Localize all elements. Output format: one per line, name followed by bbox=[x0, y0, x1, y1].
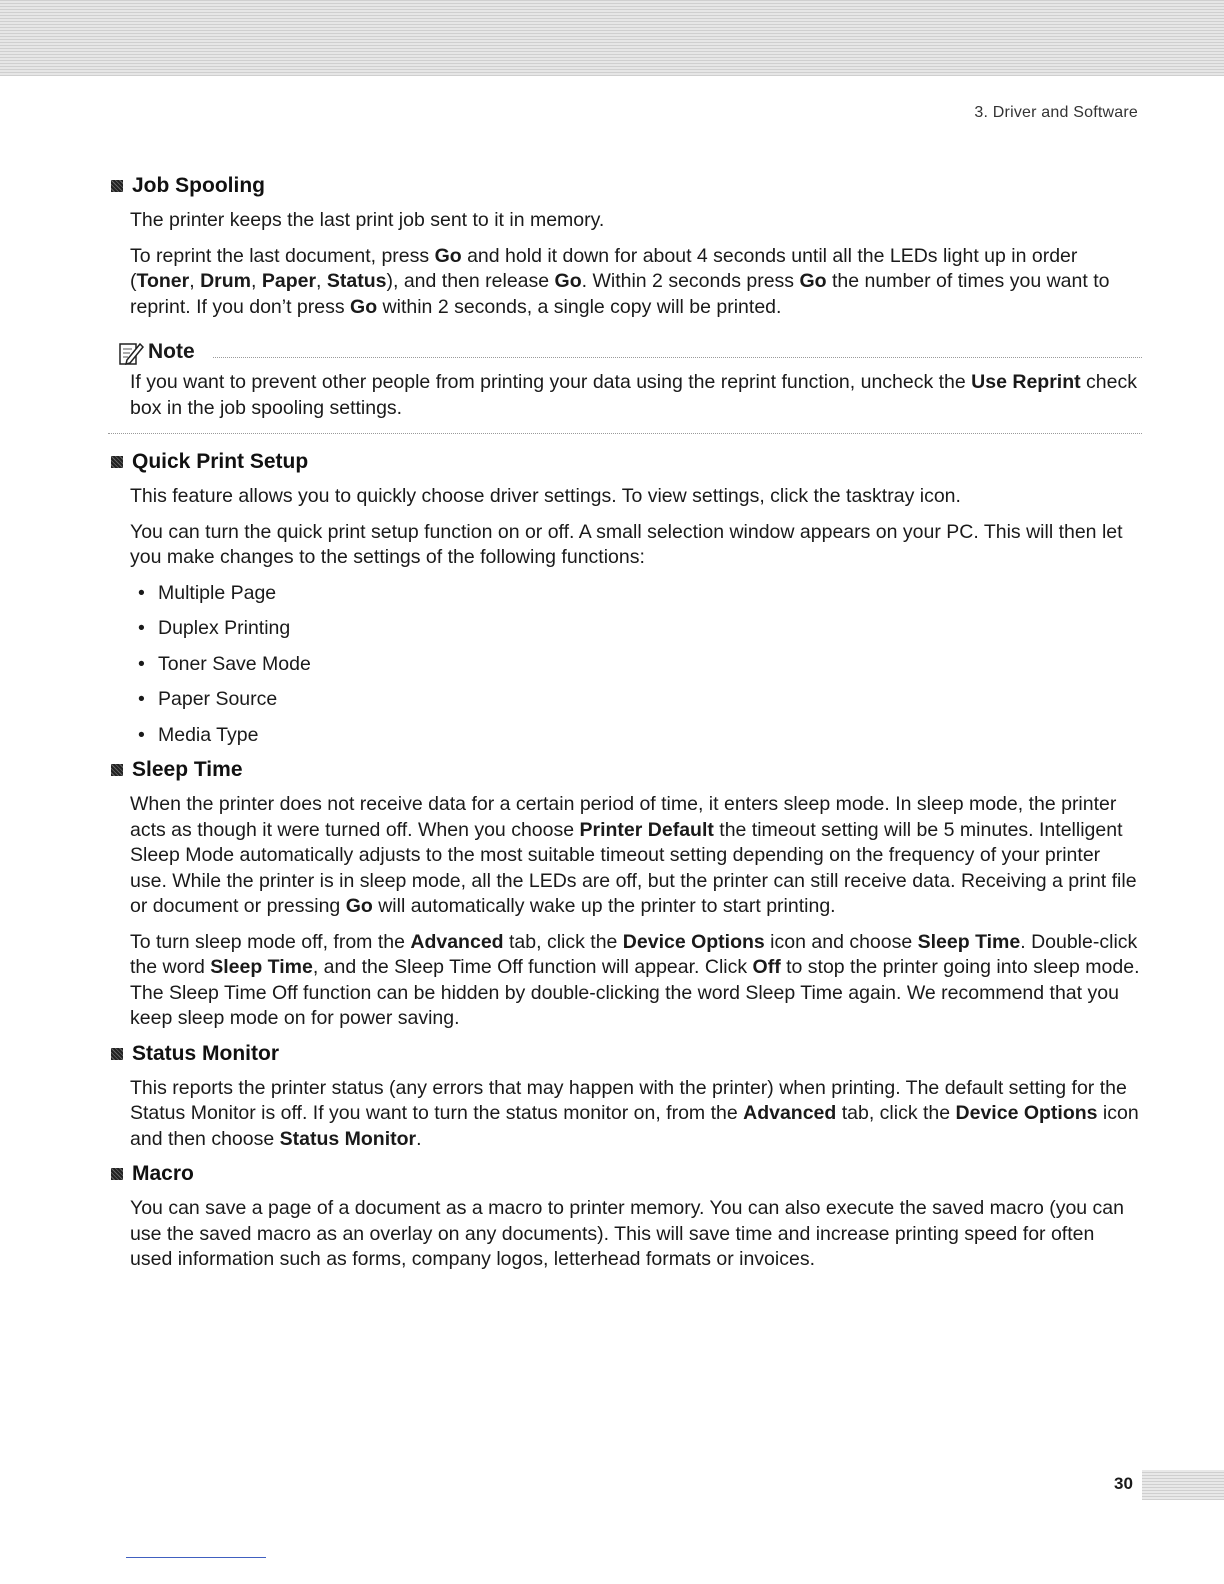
section-title: Status Monitor bbox=[132, 1041, 279, 1065]
page-number: 30 bbox=[1114, 1474, 1133, 1493]
paragraph: You can save a page of a document as a macro to printer memory. You can also execute the saved macro (you can use the saved macro as an overlay on any documents). This will save time and increase printing speed for often used information such as forms, company logos, letterhead formats or invoices. bbox=[130, 1197, 1124, 1270]
section-title: Job Spooling bbox=[132, 174, 265, 197]
paragraph: When the printer does not receive data for a certain period of time, it enters sleep mode. In sleep mode, the printer acts as though it were turned off. When you choose Printer Default the timeout setting will be 5 minutes. Intelligent Sleep Mode automatically adjusts to the most suitable timeout setting depending on the frequency of your printer use. While the printer is in sleep mode, all the LEDs are off, but the printer can still receive data. Receiving a print file or document or pressing Go will automatically wake up the printer to start printing. bbox=[130, 793, 1137, 917]
paragraph: The printer keeps the last print job sent to it in memory. bbox=[130, 209, 605, 231]
header-band bbox=[0, 0, 1224, 76]
section-title: Quick Print Setup bbox=[132, 450, 309, 473]
bullet-dot-icon: • bbox=[138, 652, 145, 675]
square-bullet-icon bbox=[111, 1048, 123, 1060]
function-list bbox=[130, 581, 1142, 749]
note-pencil-icon bbox=[118, 340, 144, 366]
paragraph: To turn sleep mode off, from the Advanced tab, click the Device Options icon and choose Sleep Time. Double-click the word Sleep Time, and the Sleep Time Off function will appear. Click Off to stop the printer going into sleep mode. The Sleep Time Off function can be hidden by double-clicking the word Sleep Time again. We recommend that you keep sleep mode on for power saving. bbox=[130, 930, 1140, 1029]
list-item: • Duplex Printing bbox=[130, 616, 1142, 642]
square-bullet-icon bbox=[111, 764, 123, 776]
page-tab-decoration bbox=[1142, 1470, 1224, 1500]
bullet-dot-icon: • bbox=[138, 617, 145, 639]
note-divider bbox=[213, 357, 1142, 358]
note-box bbox=[108, 338, 1142, 434]
footer-rule bbox=[126, 1557, 266, 1558]
section-title: Macro bbox=[132, 1162, 194, 1185]
paragraph: This feature allows you to quickly choose driver settings. To view settings, click the tasktray icon. bbox=[130, 485, 961, 507]
note-bottom-divider bbox=[108, 433, 1142, 434]
paragraph: You can turn the quick print setup function on or off. A small selection window appears on your PC. This will then let you make changes to the settings of the following functions: bbox=[130, 520, 1123, 568]
square-bullet-icon bbox=[111, 180, 123, 192]
chapter-title: 3. Driver and Software bbox=[974, 104, 1138, 121]
paragraph: To reprint the last document, press Go and hold it down for about 4 seconds until all the LEDs light up in order (Toner, Drum, Paper, Status), and then release Go. Within 2 seconds press Go the number of times you want to reprint. If you don’t press Go within 2 seconds, a single copy will be printed. bbox=[130, 244, 1110, 318]
list-item: • Multiple Page bbox=[130, 581, 1142, 607]
list-item: • Toner Save Mode bbox=[130, 652, 1142, 678]
page-content bbox=[108, 174, 1142, 1283]
list-item: • Media Type bbox=[130, 723, 1142, 749]
note-text: If you want to prevent other people from printing your data using the reprint function, uncheck the Use Reprint check box in the job spooling settings. bbox=[130, 371, 1137, 419]
bullet-dot-icon: • bbox=[138, 723, 145, 746]
square-bullet-icon bbox=[111, 456, 123, 468]
section-heading-status-monitor bbox=[108, 1042, 1142, 1066]
section-heading-job-spooling bbox=[108, 174, 1142, 198]
note-label: Note bbox=[148, 340, 195, 363]
paragraph: This reports the printer status (any errors that may happen with the printer) when printing. The default setting for the Status Monitor is off. If you want to turn the status monitor on, from the Advanced tab, click the Device Options icon and then choose Status Monitor. bbox=[130, 1076, 1139, 1150]
list-item: • Paper Source bbox=[130, 687, 1142, 713]
bullet-dot-icon: • bbox=[138, 581, 145, 604]
square-bullet-icon bbox=[111, 1168, 123, 1180]
bullet-dot-icon: • bbox=[138, 688, 145, 710]
section-heading-sleep-time bbox=[108, 758, 1142, 782]
section-title: Sleep Time bbox=[132, 758, 243, 781]
section-heading-quick-print-setup bbox=[108, 450, 1142, 474]
section-heading-macro bbox=[108, 1162, 1142, 1186]
